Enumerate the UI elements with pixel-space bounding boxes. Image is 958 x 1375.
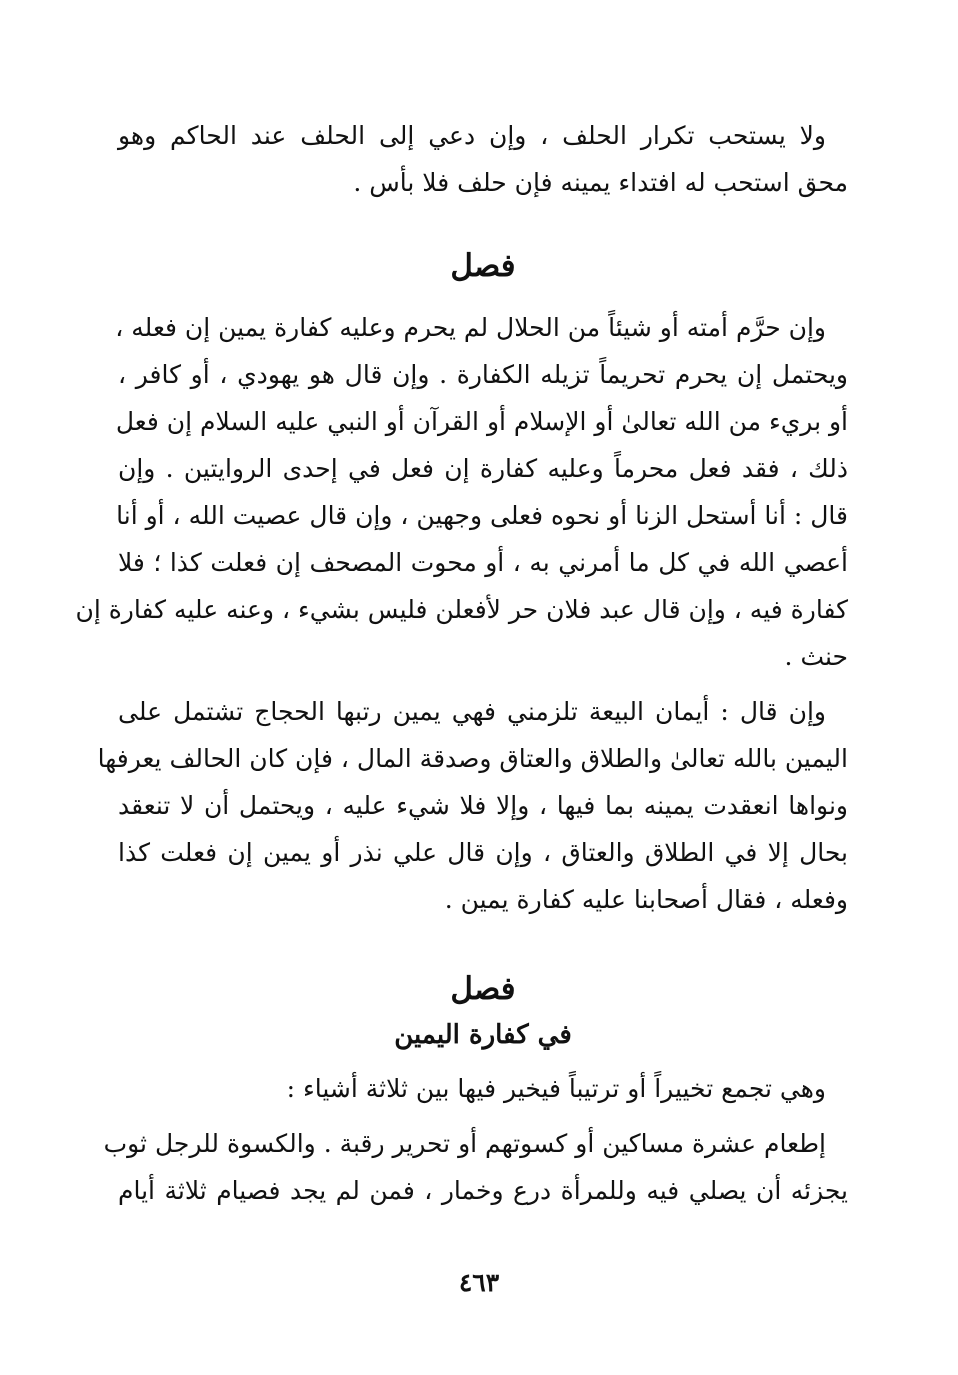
text-line: ونواها انعقدت يمينه بما فيها ، وإلا فلا شيء عليه ، ويحتمل أن لا تنعقد bbox=[118, 791, 848, 820]
text-line: وفعله ، فقال أصحابنا عليه كفارة يمين . bbox=[444, 885, 848, 914]
text-line: أو بريء من الله تعالىٰ أو الإسلام أو القرآن أو النبي عليه السلام إن فعل bbox=[115, 407, 848, 436]
page-body bbox=[75, 112, 848, 1214]
text-line: ذلك ، فقد فعل محرماً وعليه كفارة إن فعل في إحدى الروايتين . وإن bbox=[118, 454, 848, 483]
intro-paragraph bbox=[118, 112, 848, 206]
text-line: إطعام عشرة مساكين أو كسوتهم أو تحرير رقبة . والكسوة للرجل ثوب bbox=[103, 1129, 826, 1158]
text-line: محق استحب له افتداء يمينه فإن حلف فلا بأس . bbox=[353, 168, 848, 197]
text-line: بحال إلا في الطلاق والعتاق ، وإن قال علي نذر أو يمين إن فعلت كذا bbox=[118, 838, 848, 867]
text-line: قال : أنا أستحل الزنا أو نحوه فعلى وجهين ، وإن قال عصيت الله ، أو أنا bbox=[116, 501, 848, 530]
text-line: وهي تجمع تخييراً أو ترتيباً فيخير فيها بين ثلاثة أشياء : bbox=[286, 1074, 826, 1103]
text-line: يجزئه أن يصلي فيه وللمرأة درع وخمار ، فمن لم يجد فصيام ثلاثة أيام bbox=[118, 1176, 848, 1205]
section-heading: فصل bbox=[450, 248, 516, 284]
text-line: ويحتمل إن يحرم تحريماً تزيله الكفارة . وإن قال هو يهودي ، أو كافر ، bbox=[118, 360, 848, 389]
body-paragraph bbox=[118, 1065, 848, 1112]
body-paragraph bbox=[103, 1120, 848, 1214]
page-number: ٤٦٣ bbox=[458, 1268, 500, 1297]
text-line: اليمين بالله تعالىٰ والطلاق والعتاق وصدقة المال ، فإن كان الحالف يعرفها bbox=[97, 744, 848, 773]
text-line: حنث . bbox=[784, 642, 848, 671]
text-line: كفارة فيه ، وإن قال عبد فلان حر لأفعلن فليس بشيء ، وعنه عليه كفارة إن bbox=[75, 595, 848, 624]
section-heading: فصل bbox=[450, 971, 516, 1007]
body-paragraph bbox=[75, 304, 848, 680]
section-subheading: في كفارة اليمين bbox=[394, 1020, 572, 1050]
text-line: وإن قال : أيمان البيعة تلزمني فهي يمين رتبها الحجاج تشتمل على bbox=[118, 697, 826, 726]
text-line: ولا يستحب تكرار الحلف ، وإن دعي إلى الحلف عند الحاكم وهو bbox=[118, 121, 826, 150]
text-line: أعصي الله في كل ما أمرني به ، أو محوت المصحف إن فعلت كذا ؛ فلا bbox=[118, 548, 848, 577]
body-paragraph bbox=[97, 688, 848, 923]
text-line: وإن حرَّم أمته أو شيئاً من الحلال لم يحرم وعليه كفارة يمين إن فعله ، bbox=[115, 313, 826, 342]
